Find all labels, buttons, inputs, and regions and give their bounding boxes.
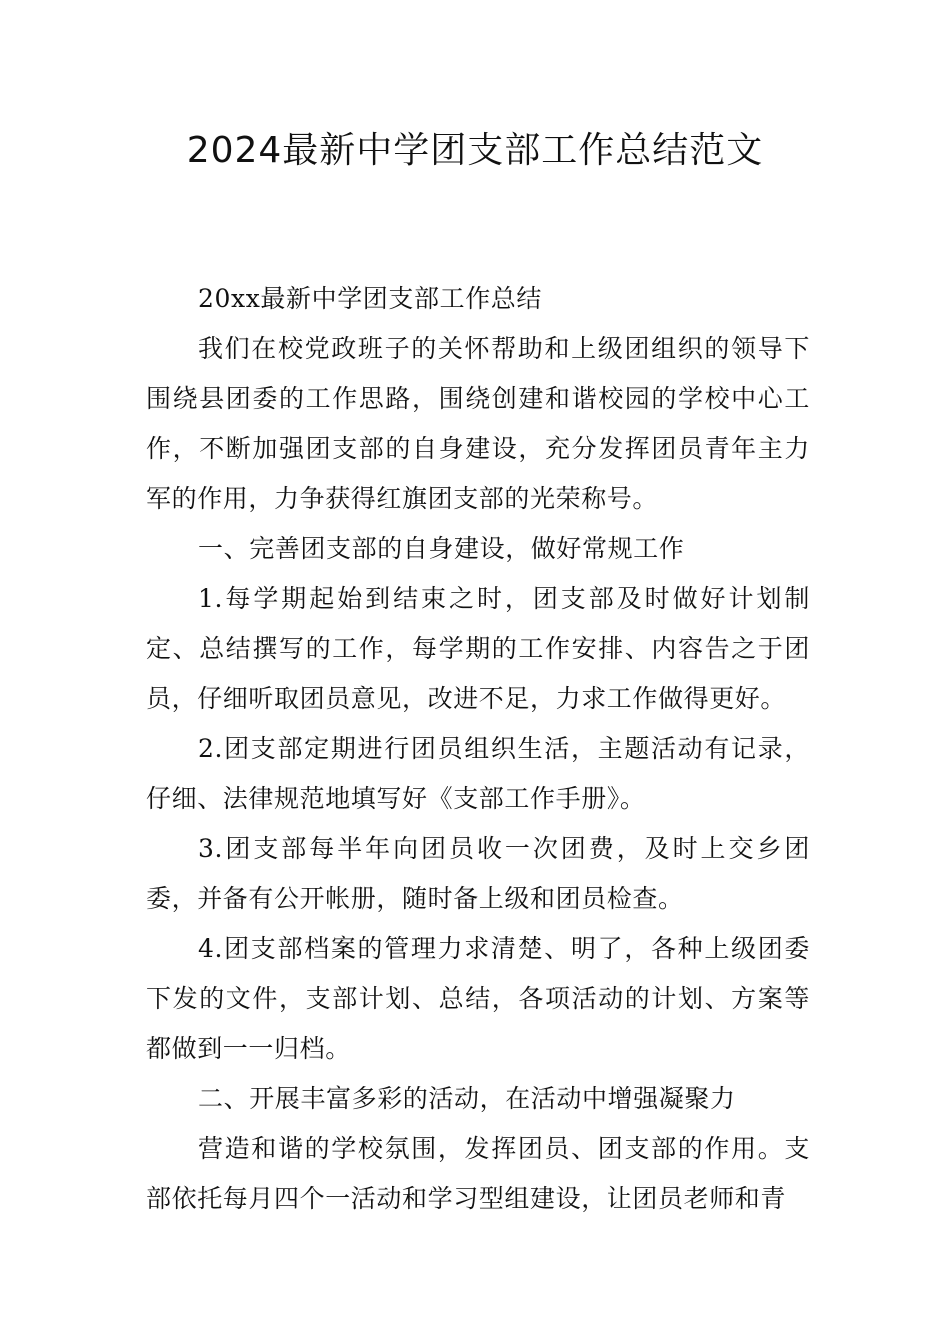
section-heading-2: 二、开展丰富多彩的活动，在活动中增强凝聚力 [198, 1084, 736, 1113]
paragraph-activities: 营造和谐的学校氛围，发挥团员、团支部的作用。支部依托每月四个一活动和学习型组建设，让团员老师和青 [146, 1134, 810, 1213]
paragraph-item-4: 4.团支部档案的管理力求清楚、明了，各种上级团委下发的文件，支部计划、总结，各项活动的计划、方案等都做到一一归档。 [146, 934, 810, 1063]
paragraph-item-1: 1.每学期起始到结束之时，团支部及时做好计划制定、总结撰写的工作，每学期的工作安排、内容告之于团员，仔细听取团员意见，改进不足，力求工作做得更好。 [146, 584, 810, 713]
paragraph-item-2: 2.团支部定期进行团员组织生活，主题活动有记录，仔细、法律规范地填写好《支部工作手册》。 [146, 734, 810, 813]
section-heading-1: 一、完善团支部的自身建设，做好常规工作 [198, 534, 685, 563]
paragraph-item-3: 3.团支部每半年向团员收一次团费，及时上交乡团委，并备有公开帐册，随时备上级和团员检查。 [146, 834, 810, 913]
paragraph-intro: 我们在校党政班子的关怀帮助和上级团组织的领导下围绕县团委的工作思路，围绕创建和谐校园的学校中心工作，不断加强团支部的自身建设，充分发挥团员青年主力军的作用，力争获得红旗团支部的光荣称号。 [146, 334, 810, 513]
document-title: 2024最新中学团支部工作总结范文 [186, 130, 764, 171]
document-body [146, 274, 810, 1224]
paragraph-subtitle: 20xx最新中学团支部工作总结 [198, 284, 543, 313]
